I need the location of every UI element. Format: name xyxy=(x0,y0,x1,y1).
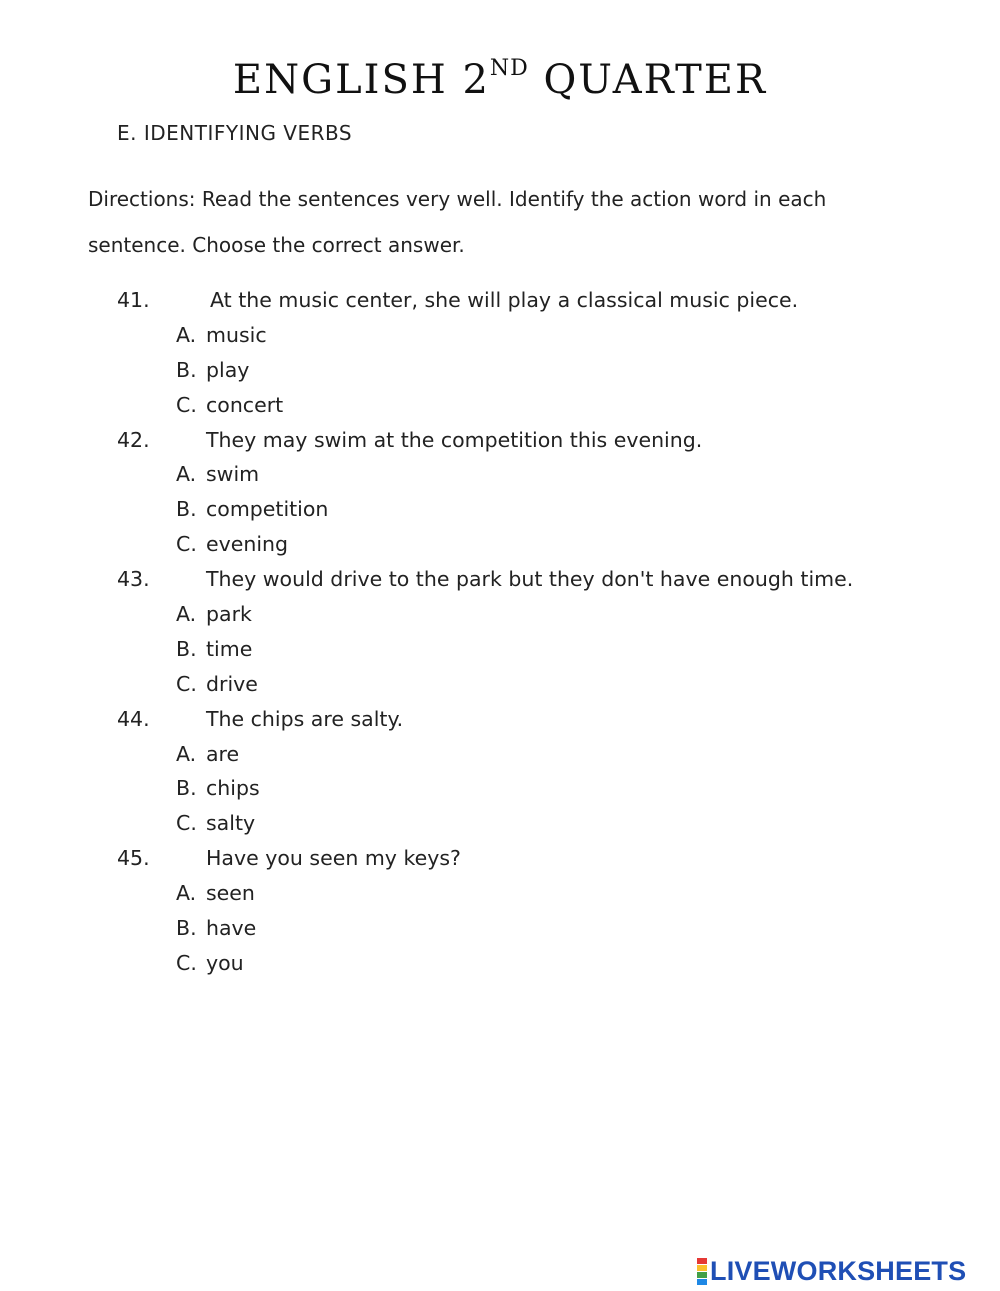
liveworksheets-logo[interactable] xyxy=(697,1256,966,1286)
logo-block-red xyxy=(697,1258,707,1264)
answer-option[interactable] xyxy=(0,771,1000,806)
answer-option[interactable] xyxy=(0,353,1000,388)
option-text: salty xyxy=(206,811,256,836)
answer-option[interactable] xyxy=(0,492,1000,527)
option-text: play xyxy=(206,357,250,382)
logo-text: LIVEWORKSHEETS xyxy=(710,1255,967,1286)
page-title xyxy=(0,56,1000,103)
question-text: They may swim at the competition this evening. xyxy=(206,427,703,452)
question-row xyxy=(0,423,1000,458)
option-letter: C. xyxy=(176,811,197,836)
logo-block-blue xyxy=(697,1279,707,1285)
answer-option[interactable] xyxy=(0,911,1000,946)
question-number: 42. xyxy=(117,427,150,452)
option-text: seen xyxy=(206,881,255,906)
option-letter: C. xyxy=(176,392,197,417)
option-letter: A. xyxy=(176,741,197,766)
option-text: chips xyxy=(206,776,260,801)
option-letter: C. xyxy=(176,671,197,696)
option-letter: A. xyxy=(176,322,197,347)
question-list xyxy=(0,283,1000,981)
answer-option[interactable] xyxy=(0,597,1000,632)
option-letter: A. xyxy=(176,462,197,487)
answer-option[interactable] xyxy=(0,806,1000,841)
option-text: park xyxy=(206,602,252,627)
option-letter: B. xyxy=(176,916,197,941)
question-number: 45. xyxy=(117,846,150,871)
option-text: drive xyxy=(206,671,258,696)
question-number: 44. xyxy=(117,706,150,731)
option-text: you xyxy=(206,950,244,975)
answer-option[interactable] xyxy=(0,737,1000,772)
answer-option[interactable] xyxy=(0,632,1000,667)
question-row xyxy=(0,702,1000,737)
option-letter: A. xyxy=(176,602,197,627)
question-row xyxy=(0,562,1000,597)
option-text: have xyxy=(206,916,257,941)
option-letter: B. xyxy=(176,776,197,801)
option-text: music xyxy=(206,322,267,347)
question-number: 43. xyxy=(117,567,150,592)
option-letter: B. xyxy=(176,497,197,522)
answer-option[interactable] xyxy=(0,388,1000,423)
answer-option[interactable] xyxy=(0,667,1000,702)
logo-block-green xyxy=(697,1272,707,1278)
question-text: At the music center, she will play a classical music piece. xyxy=(210,288,799,312)
option-text: swim xyxy=(206,462,260,487)
title-ordinal: ND xyxy=(489,56,529,81)
logo-block-yellow xyxy=(697,1265,707,1271)
title-rest: QUARTER xyxy=(528,57,768,103)
question-row xyxy=(0,283,1000,318)
option-letter: B. xyxy=(176,357,197,382)
question-number: 41. xyxy=(117,288,150,312)
option-letter: C. xyxy=(176,532,197,557)
directions-text: Directions: Read the sentences very well. Identify the action word in each sentence. Choose the correct answer. xyxy=(88,187,827,257)
answer-option[interactable] xyxy=(0,946,1000,981)
option-letter: C. xyxy=(176,950,197,975)
title-main: ENGLISH 2 xyxy=(232,57,490,103)
answer-option[interactable] xyxy=(0,527,1000,562)
option-text: concert xyxy=(206,392,284,417)
question-text: Have you seen my keys? xyxy=(206,846,461,871)
question-row xyxy=(0,841,1000,876)
option-text: time xyxy=(206,636,253,661)
option-letter: B. xyxy=(176,636,197,661)
section-heading: E. IDENTIFYING VERBS xyxy=(117,121,353,145)
answer-option[interactable] xyxy=(0,318,1000,353)
answer-option[interactable] xyxy=(0,876,1000,911)
answer-option[interactable] xyxy=(0,457,1000,492)
question-text: The chips are salty. xyxy=(206,706,404,731)
option-text: competition xyxy=(206,497,329,522)
logo-blocks-icon xyxy=(697,1258,707,1285)
option-text: evening xyxy=(206,532,289,557)
question-text: They would drive to the park but they don't have enough time. xyxy=(206,567,854,592)
option-text: are xyxy=(206,741,240,766)
option-letter: A. xyxy=(176,881,197,906)
